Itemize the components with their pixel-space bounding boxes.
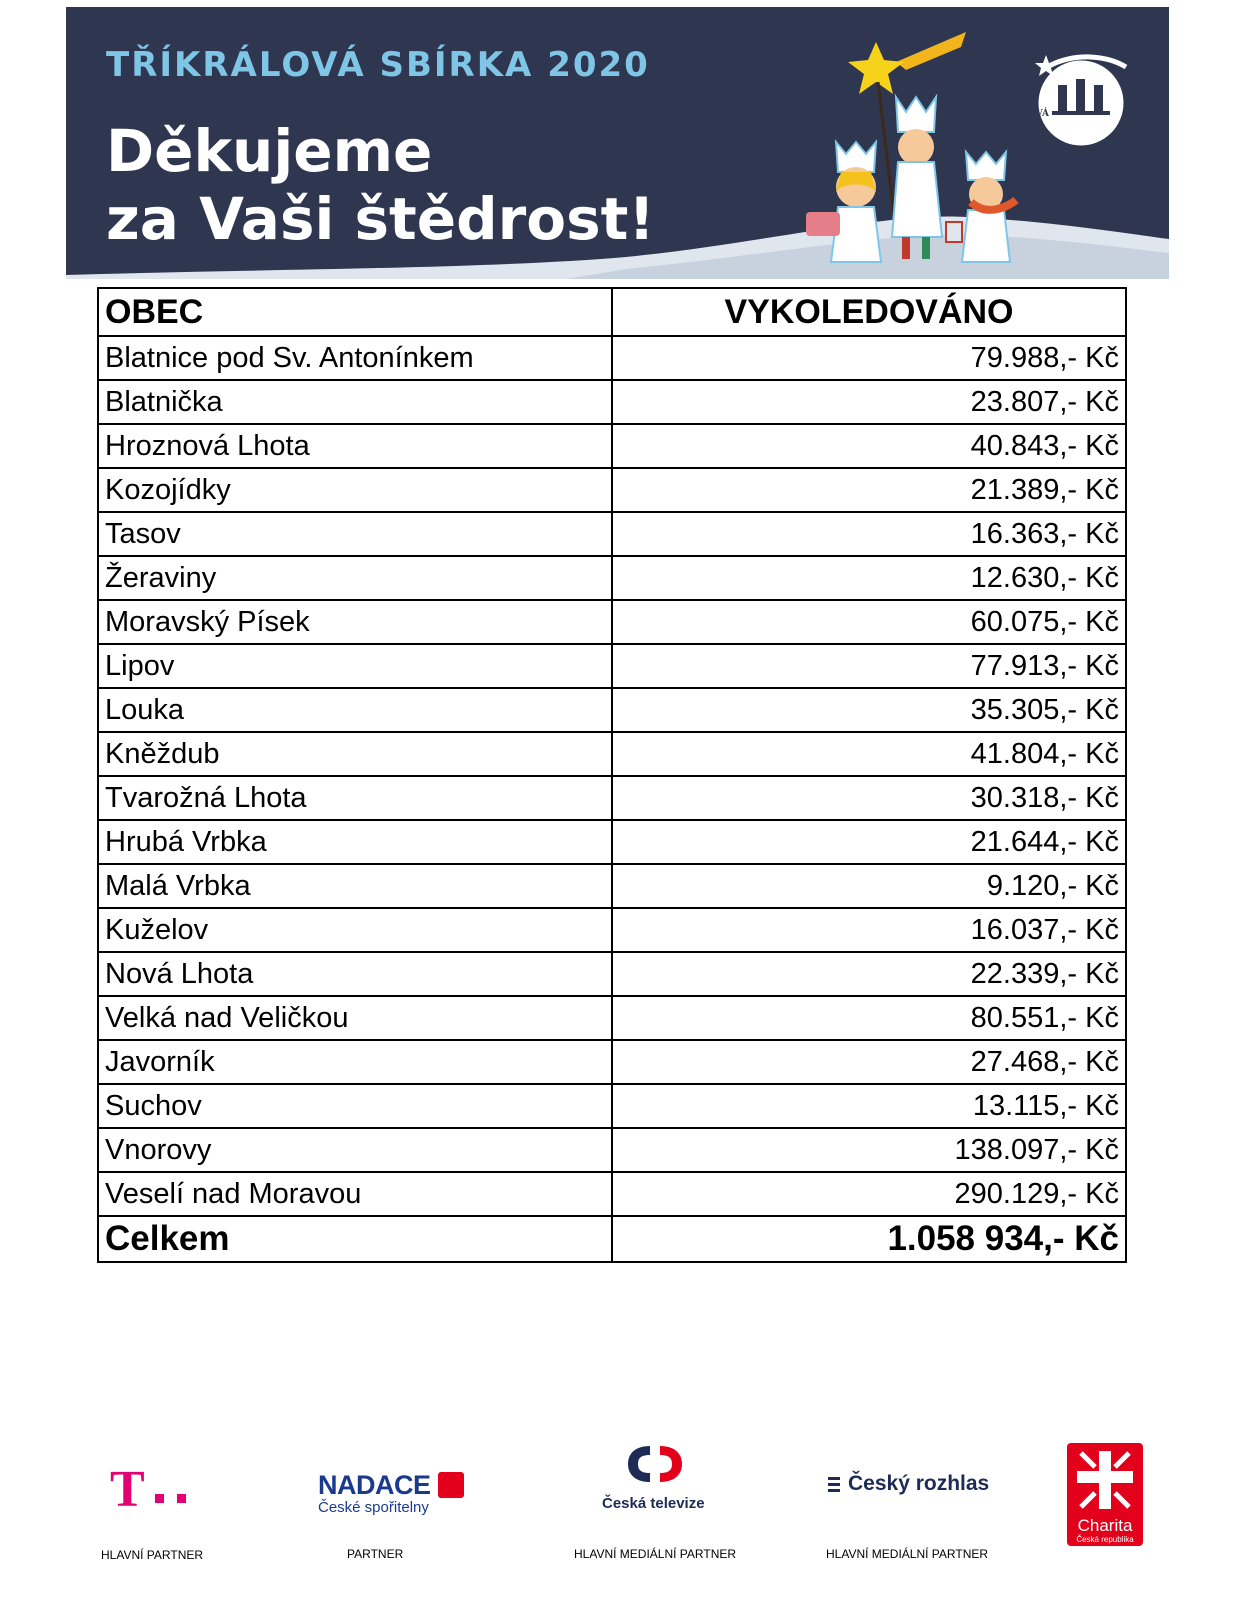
cr-partner-label: HLAVNÍ MEDIÁLNÍ PARTNER [826,1547,989,1561]
headline-line-2: za Vaši štědrost! [106,185,655,253]
table-row [98,600,1126,644]
amount-cell: 79.988,- Kč [612,336,1126,380]
table-row [98,952,1126,996]
amount-cell: 9.120,- Kč [612,864,1126,908]
nadace-name: NADACE [318,1470,431,1500]
sporitelna-s-icon [438,1472,464,1498]
total-amount: 1.058 934,- Kč [612,1216,1126,1262]
obec-cell: Žeraviny [98,556,612,600]
amount-cell: 13.115,- Kč [612,1084,1126,1128]
total-row [98,1216,1126,1262]
collection-results-table [97,287,1127,1263]
obec-cell: Hrubá Vrbka [98,820,612,864]
amount-cell: 41.804,- Kč [612,732,1126,776]
amount-cell: 77.913,- Kč [612,644,1126,688]
header-amount: VYKOLEDOVÁNO [612,288,1126,336]
table-header-row [98,288,1126,336]
obec-cell: Lipov [98,644,612,688]
amount-cell: 16.363,- Kč [612,512,1126,556]
table-row [98,336,1126,380]
amount-cell: 27.468,- Kč [612,1040,1126,1084]
amount-cell: 138.097,- Kč [612,1128,1126,1172]
amount-cell: 12.630,- Kč [612,556,1126,600]
amount-cell: 80.551,- Kč [612,996,1126,1040]
amount-cell: 23.807,- Kč [612,380,1126,424]
charita-cross-icon [1075,1449,1135,1511]
table-row [98,512,1126,556]
ct-partner-label: HLAVNÍ MEDIÁLNÍ PARTNER [574,1547,737,1561]
charita-name: Charita [1077,1516,1133,1535]
amount-cell: 21.389,- Kč [612,468,1126,512]
obec-cell: Nová Lhota [98,952,612,996]
obec-cell: Blatnička [98,380,612,424]
telekom-logo: T [110,1461,145,1518]
table-row [98,380,1126,424]
obec-cell: Louka [98,688,612,732]
table-row [98,556,1126,600]
headline-line-1: Děkujeme [106,117,433,185]
table-row [98,424,1126,468]
logo-caption [972,109,1058,129]
amount-cell: 35.305,- Kč [612,688,1126,732]
table-row [98,644,1126,688]
table-row [98,1128,1126,1172]
thank-you-headline [106,117,655,253]
nadace-sub: České spořitelny [318,1499,429,1516]
obec-cell: Blatnice pod Sv. Antonínkem [98,336,612,380]
amount-cell: 22.339,- Kč [612,952,1126,996]
obec-cell: Javorník [98,1040,612,1084]
table-row [98,776,1126,820]
obec-cell: Hroznová Lhota [98,424,612,468]
table-row [98,820,1126,864]
table-row [98,688,1126,732]
table-row [98,468,1126,512]
table-row [98,996,1126,1040]
amount-cell: 16.037,- Kč [612,908,1126,952]
charity-collection-logo [1026,45,1136,155]
amount-cell: 21.644,- Kč [612,820,1126,864]
total-label: Celkem [98,1216,612,1262]
charita-logo [1067,1443,1143,1546]
banner [66,7,1169,279]
obec-cell: Malá Vrbka [98,864,612,908]
nadace-partner-label: PARTNER [347,1547,404,1561]
ceska-televize-name: Česká televize [602,1495,705,1512]
cesky-rozhlas-name: Český rozhlas [848,1472,990,1495]
nadace-logo [318,1470,431,1516]
amount-cell: 30.318,- Kč [612,776,1126,820]
obec-cell: Vnorovy [98,1128,612,1172]
obec-cell: Tvarožná Lhota [98,776,612,820]
obec-cell: Tasov [98,512,612,556]
header-obec: OBEC [98,288,612,336]
obec-cell: Veselí nad Moravou [98,1172,612,1216]
telekom-dots-icon [155,1490,199,1508]
table-row [98,732,1126,776]
three-kings-illustration [746,22,1046,272]
logo-caption-line-2: SBÍRKA [994,119,1036,129]
amount-cell: 290.129,- Kč [612,1172,1126,1216]
table-row [98,1040,1126,1084]
cesky-rozhlas-bars-icon [828,1475,842,1495]
amount-cell: 60.075,- Kč [612,600,1126,644]
table-row [98,908,1126,952]
obec-cell: Moravský Písek [98,600,612,644]
table-row [98,1172,1126,1216]
obec-cell: Suchov [98,1084,612,1128]
amount-cell: 40.843,- Kč [612,424,1126,468]
logo-caption-line-1: TŘÍKRÁLOVÁ [981,109,1049,119]
charita-sub: Česká republika [1076,1535,1134,1544]
obec-cell: Kuželov [98,908,612,952]
obec-cell: Velká nad Veličkou [98,996,612,1040]
table-row [98,864,1126,908]
campaign-title: TŘÍKRÁLOVÁ SBÍRKA 2020 [106,45,650,85]
ceska-televize-logo-icon [624,1443,686,1485]
telekom-partner-label: HLAVNÍ PARTNER [101,1548,204,1562]
obec-cell: Kněždub [98,732,612,776]
table-row [98,1084,1126,1128]
obec-cell: Kozojídky [98,468,612,512]
